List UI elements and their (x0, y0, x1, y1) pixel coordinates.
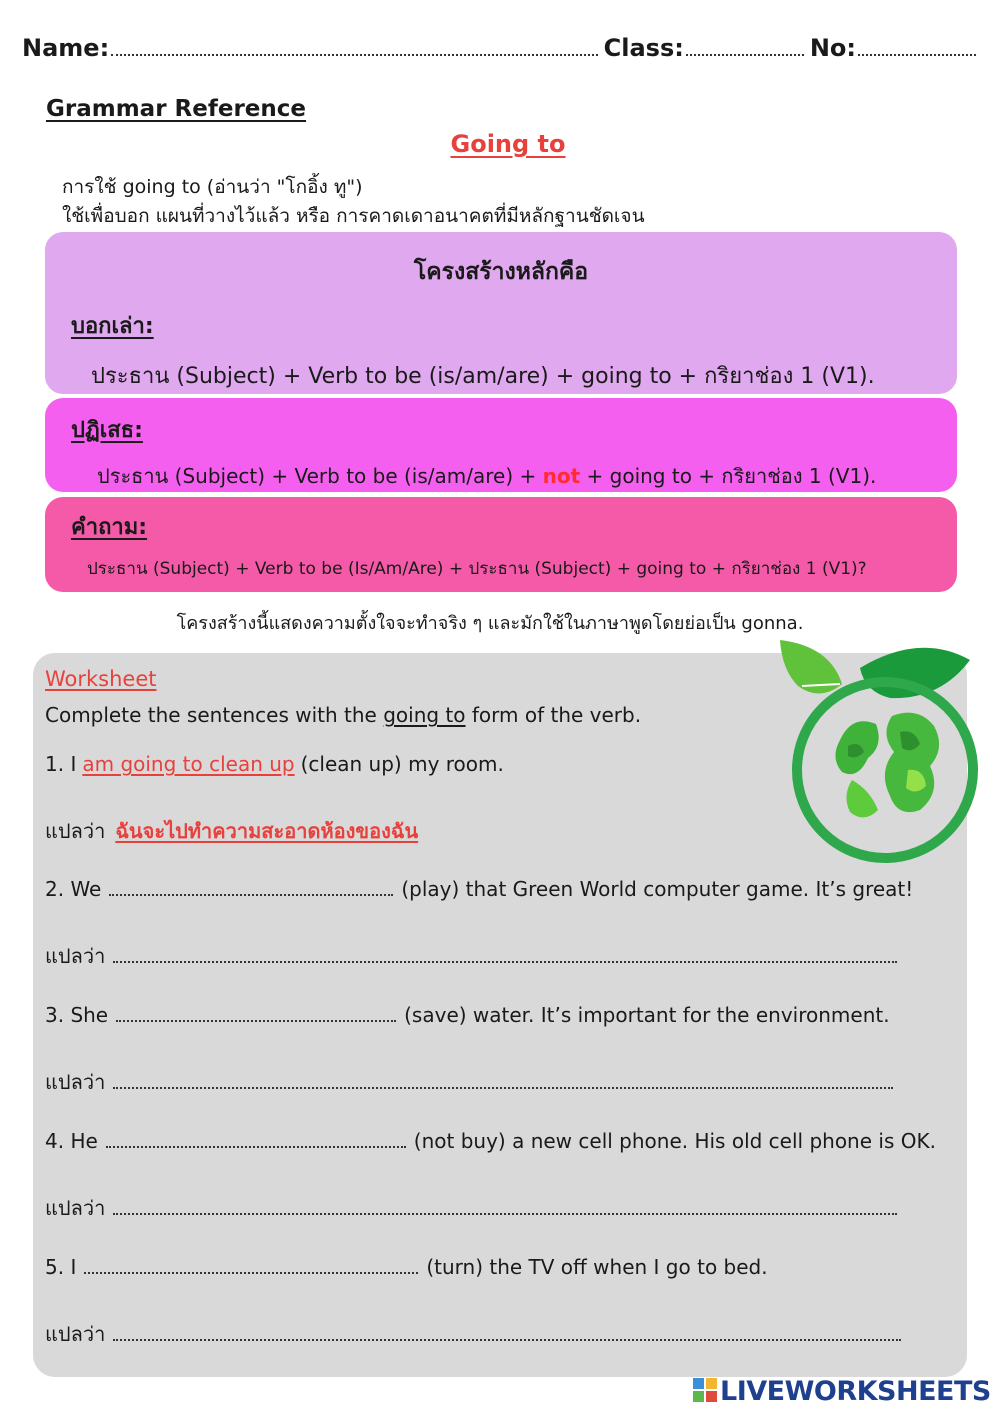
intro-line-1: การใช้ going to (อ่านว่า "โกอิ้ง ทู") (62, 176, 363, 198)
translation-row-4 (45, 1192, 905, 1224)
answer-field[interactable] (109, 880, 393, 896)
item-suffix: (turn) the TV off when I go to bed. (426, 1255, 768, 1279)
translation-row-2 (45, 940, 905, 972)
item-suffix: (save) water. It’s important for the environment. (404, 1003, 890, 1027)
translation-field[interactable]: ฉันจะไปทำความสะอาดห้องของฉัน (115, 819, 419, 843)
number-label: No: (809, 34, 856, 62)
negative-formula-end: + going to + กริยาช่อง 1 (V1). (586, 464, 877, 488)
topic-title: Going to (450, 130, 566, 158)
exercise-item-5 (45, 1255, 768, 1279)
item-prefix: 3. She (45, 1003, 109, 1027)
negative-box (45, 398, 957, 492)
name-label: Name: (22, 34, 110, 62)
question-formula: ประธาน (Subject) + Verb to be (Is/Am/Are) + ประธาน (Subject) + going to + กริยาช่อง 1 (V1)? (87, 559, 867, 579)
exercise-item-2 (45, 877, 913, 901)
item-suffix: (play) that Green World computer game. It’s great! (401, 877, 914, 901)
question-label: คำถาม: (71, 515, 148, 540)
affirmative-box (45, 232, 957, 394)
translation-row-3 (45, 1066, 901, 1098)
item-prefix: 2. We (45, 877, 102, 901)
brand-text: LIVEWORKSHEETS (720, 1376, 991, 1407)
translation-field[interactable] (113, 1199, 897, 1215)
item-suffix: (clean up) my room. (300, 752, 504, 776)
liveworksheets-brand (692, 1376, 991, 1407)
translation-field[interactable] (113, 1073, 893, 1089)
exercise-item-3 (45, 1003, 890, 1027)
translation-field[interactable] (113, 1325, 901, 1341)
instruction-keyword: going to (383, 703, 466, 727)
translation-row-5 (45, 1318, 909, 1350)
negative-formula (97, 460, 876, 492)
translate-label: แปลว่า (45, 1322, 106, 1346)
item-prefix: 5. I (45, 1255, 77, 1279)
translation-row-1 (45, 815, 418, 847)
liveworksheets-logo-icon (692, 1377, 718, 1403)
translation-field[interactable] (113, 947, 897, 963)
negative-label: ปฏิเสธ: (71, 418, 143, 443)
exercise-item-4 (45, 1129, 936, 1153)
instruction-end: form of the verb. (471, 703, 642, 727)
item-suffix: (not buy) a new cell phone. His old cell phone is OK. (413, 1129, 936, 1153)
question-box (45, 497, 957, 592)
translate-label: แปลว่า (45, 1070, 106, 1094)
translate-label: แปลว่า (45, 819, 106, 843)
answer-field[interactable] (116, 1006, 396, 1022)
answer-field[interactable] (106, 1132, 406, 1148)
student-info-header (22, 34, 982, 62)
exercise-item-1 (45, 752, 504, 776)
translate-label: แปลว่า (45, 944, 106, 968)
worksheet-title: Worksheet (45, 667, 157, 691)
translate-label: แปลว่า (45, 1196, 106, 1220)
instruction-start: Complete the sentences with the (45, 703, 377, 727)
item-prefix: 4. He (45, 1129, 98, 1153)
affirmative-formula: ประธาน (Subject) + Verb to be (is/am/are) + going to + กริยาช่อง 1 (V1). (91, 364, 875, 389)
name-field[interactable] (111, 36, 597, 56)
intro-line-2: ใช้เพื่อบอก แผนที่วางไว้แล้ว หรือ การคาดเดาอนาคตที่มีหลักฐานชัดเจน (62, 205, 645, 227)
answer-field[interactable]: am going to clean up (82, 752, 295, 776)
structure-note: โครงสร้างนี้แสดงความตั้งใจจะทำจริง ๆ และมักใช้ในภาษาพูดโดยย่อเป็น gonna. (176, 613, 804, 634)
structure-title: โครงสร้างหลักคือ (413, 259, 589, 285)
affirmative-label: บอกเล่า: (71, 314, 154, 339)
grammar-reference-heading: Grammar Reference (46, 96, 307, 122)
class-label: Class: (603, 34, 684, 62)
negative-formula-start: ประธาน (Subject) + Verb to be (is/am/are) + (97, 464, 537, 488)
answer-field[interactable] (84, 1258, 418, 1274)
class-field[interactable] (686, 36, 804, 56)
green-world-logo-icon (780, 640, 990, 880)
worksheet-instruction (45, 703, 641, 727)
number-field[interactable] (858, 36, 976, 56)
item-prefix: 1. I (45, 752, 77, 776)
not-keyword: not (542, 464, 581, 488)
